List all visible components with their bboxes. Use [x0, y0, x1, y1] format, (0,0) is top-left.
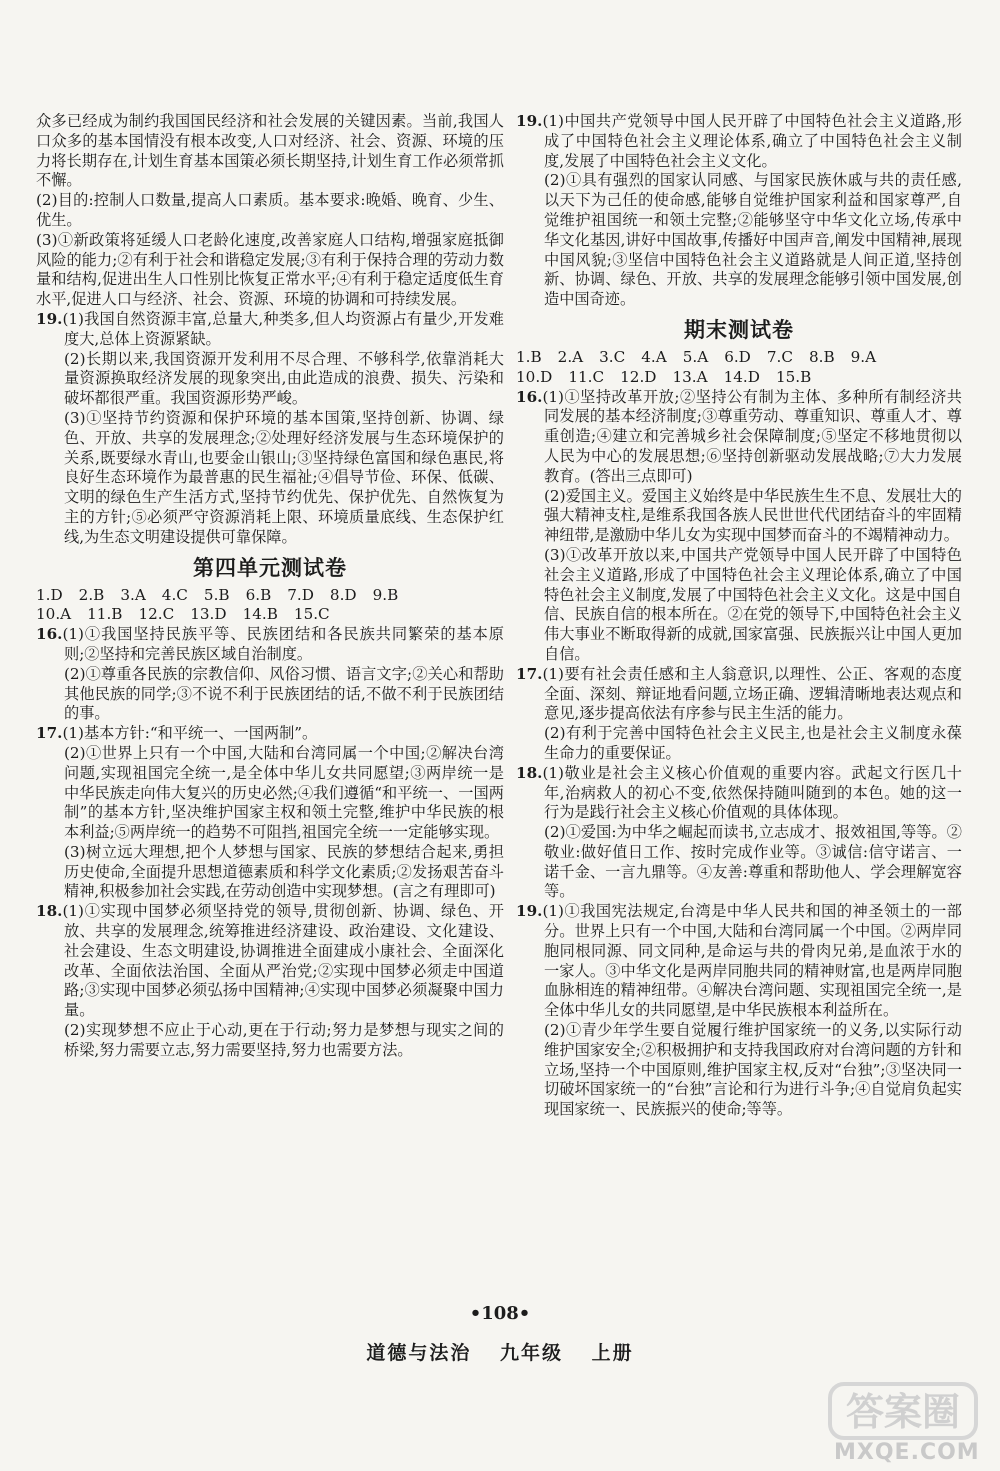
choice-answer: 15.B	[775, 367, 812, 386]
choice-answer: 11.B	[87, 605, 123, 624]
grade-label: 九年级	[499, 1342, 563, 1364]
choice-answer: 5.A	[682, 347, 709, 366]
choice-answer: 9.A	[850, 347, 877, 366]
section-title: 第四单元测试卷	[193, 554, 347, 580]
answer-text: (1)要有社会责任感和主人翁意识,以理性、公正、客观的态度全面、深刻、辩证地看问题,立场正确、逻辑清晰地表达观点和意见,逐步提高依法有序参与民主生活的能力。	[542, 664, 962, 723]
answer-text: (1)基本方针:“和平统一、一国两制”。	[62, 724, 318, 743]
question-19	[36, 310, 504, 350]
paragraph: (3)树立远大理想,把个人梦想与国家、民族的梦想结合起来,勇担历史使命,全面提升思想道德素质和科学文化素质;②发扬艰苦奋斗精神,积极参加社会实践,在劳动创造中实现梦想。(言之有理即可)	[64, 842, 504, 901]
watermark-logo	[828, 1380, 978, 1442]
subject-label: 道德与法治	[366, 1342, 472, 1364]
choice-answer: 13.A	[672, 367, 708, 386]
choice-answer: 4.C	[161, 585, 188, 604]
left-column	[36, 112, 504, 1061]
question-number: 17.	[516, 664, 543, 683]
choice-answer: 11.C	[568, 367, 605, 386]
choice-answer: 1.B	[516, 347, 542, 366]
choice-answer: 6.D	[724, 347, 751, 366]
paragraph: (2)目的:控制人口数量,提高人口素质。基本要求:晚婚、晚育、少生、优生。	[36, 191, 504, 229]
choice-answer: 4.A	[641, 347, 667, 366]
choice-answer: 10.D	[516, 367, 553, 386]
question-16	[36, 625, 504, 665]
paragraph: (3)①坚持节约资源和保护环境的基本国策,坚持创新、协调、绿色、开放、共享的发展理念;②处理好经济发展与生态环境保护的关系,既要绿水青山,也要金山银山;③坚持绿色富国和绿色惠民,将良好生态环境作为最普惠的民生福祉;④倡导节俭、环保、低碳、文明的绿色生产生活方式,坚持节约优先、保护优先、自然恢复为主的方针;⑤必须严守资源消耗上限、环境质量底线、生态保护红线,为生态文明建设提供可靠保障。	[64, 408, 504, 546]
paragraph: (2)长期以来,我国资源开发利用不尽合理、不够科学,依靠消耗大量资源换取经济发展的现象突出,由此造成的浪费、损失、污染和破坏都很严重。我国资源形势严峻。	[64, 349, 504, 408]
choice-answer: 5.B	[203, 585, 230, 604]
question-number: 17.	[36, 724, 63, 743]
paragraph: (2)①具有强烈的国家认同感、与国家民族休戚与共的责任感,以天下为己任的使命感,能够自觉维护国家利益和国家尊严,自觉维护祖国统一和领土完整;②能够坚守中华文化立场,传承中华文化基因,讲好中国故事,传播好中国声音,阐发中国精神,展现中国风貌;③坚信中国特色社会主义道路就是人间正道,坚持创新、协调、绿色、开放、共享的发展理念能够引领中国发展,创造中国奇迹。	[544, 171, 962, 309]
choice-answer: 2.A	[557, 347, 584, 366]
choice-answer: 14.B	[242, 605, 278, 624]
choice-answer: 1.D	[36, 585, 63, 604]
section-title: 期末测试卷	[684, 316, 794, 342]
choice-answer: 15.C	[293, 605, 330, 624]
choice-answer: 13.D	[190, 605, 227, 624]
paragraph: (2)①爱国:为中华之崛起而读书,立志成才、报效祖国,等等。②敬业:做好值日工作、按时完成作业等。③诚信:信守诺言、一诺千金、一言九鼎等。④友善:尊重和帮助他人、学会理解宽容等。	[544, 823, 962, 901]
watermark-logo-text: 答案圈	[845, 1390, 961, 1434]
question-16	[516, 388, 962, 487]
paragraph: (3)①新政策将延缓人口老龄化速度,改善家庭人口结构,增强家庭抵御风险的能力;②有利于社会和谐稳定发展;③有利于保持合理的劳动力数量和结构,促进出生人口性别比恢复正常水平;④有利于稳定适度低生育水平,促进人口与经济、社会、资源、环境的协调和可持续发展。	[36, 230, 504, 309]
question-19	[516, 902, 962, 1021]
question-19	[516, 112, 962, 171]
volume-label: 上册	[591, 1342, 634, 1364]
paragraph: 众多已经成为制约我国国民经济和社会发展的关键因素。当前,我国人口众多的基本国情没有根本改变,人口对经济、社会、资源、环境的压力将长期存在,计划生育基本国策必须长期坚持,计划生育工作必须常抓不懈。	[36, 112, 504, 190]
choice-answers-row	[516, 348, 962, 368]
question-number: 16.	[516, 387, 543, 406]
choice-answers-row	[36, 586, 504, 606]
paragraph: (2)①世界上只有一个中国,大陆和台湾同属一个中国;②解决台湾问题,实现祖国完全统一,是全体中华儿女共同愿望;③两岸统一是中华民族走向伟大复兴的历史必然;④我们遵循“和平统一、一国两制”的基本方针,坚决维护国家主权和领土完整,维护中华民族的根本利益;⑤两岸统一的趋势不可阻挡,祖国完全统一一定能够实现。	[64, 743, 504, 842]
watermark-url: MXQE.COM	[834, 1440, 980, 1465]
question-18	[36, 902, 504, 1021]
answer-text: (1)敬业是社会主义核心价值观的重要内容。武起文行医几十年,治病救人的初心不变,依然保持随叫随到的本色。她的这一行为是践行社会主义核心价值观的具体体现。	[542, 763, 962, 822]
choice-answer: 7.D	[287, 585, 314, 604]
page-number: •108•	[469, 1303, 531, 1324]
question-number: 19.	[516, 112, 543, 130]
choice-answer: 12.D	[620, 367, 657, 386]
choice-answer: 10.A	[36, 605, 72, 624]
choice-answers-row	[36, 605, 504, 625]
answer-text: (1)中国共产党领导中国人民开辟了中国特色社会主义道路,形成了中国特色社会主义理论体系,确立了中国特色社会主义制度,发展了中国特色社会主义文化。	[542, 112, 962, 170]
paragraph: (2)①尊重各民族的宗教信仰、风俗习惯、语言文字;②关心和帮助其他民族的同学;③不说不利于民族团结的话,不做不利于民族团结的事。	[64, 664, 504, 723]
choice-answer: 6.B	[245, 585, 272, 604]
question-18	[516, 764, 962, 823]
choice-answers-row	[516, 368, 962, 388]
right-column	[516, 112, 962, 1120]
paragraph: (2)有利于完善中国特色社会主义民主,也是社会主义制度永葆生命力的重要保证。	[544, 724, 962, 762]
answer-text: (1)我国自然资源丰富,总量大,种类多,但人均资源占有量少,开发难度大,总体上资源紧缺。	[62, 309, 504, 348]
paragraph: (2)实现梦想不应止于心动,更在于行动;努力是梦想与现实之间的桥梁,努力需要立志,努力需要坚持,努力也需要方法。	[64, 1021, 504, 1059]
question-17	[36, 724, 504, 744]
paragraph: (2)①青少年学生要自觉履行维护国家统一的义务,以实际行动维护国家安全;②积极拥护和支持我国政府对台湾问题的方针和立场,坚持一个中国原则,维护国家主权,反对“台独”;③坚决同一切破坏国家统一的“台独”言论和行为进行斗争;④自觉肩负起实现国家统一、民族振兴的使命;等等。	[544, 1021, 962, 1119]
choice-answer: 9.B	[372, 585, 399, 604]
answer-text: (1)①坚持改革开放;②坚持公有制为主体、多种所有制经济共同发展的基本经济制度;③尊重劳动、尊重知识、尊重人才、尊重创造;④建立和完善城乡社会保障制度;⑤坚定不移地贯彻以人民为中心的发展思想;⑥坚持创新驱动发展战略;⑦大力发展教育。(答出三点即可)	[542, 387, 962, 485]
question-number: 19.	[36, 309, 63, 328]
question-number: 18.	[36, 902, 63, 921]
choice-answer: 8.B	[808, 347, 835, 366]
question-number: 18.	[516, 763, 543, 782]
answer-text: (1)①我国宪法规定,台湾是中华人民共和国的神圣领土的一部分。世界上只有一个中国,大陆和台湾同属一个中国。②两岸同胞同根同源、同文同种,是命运与共的骨肉兄弟,是血浓于水的一家人。③中华文化是两岸同胞共同的精神财富,也是两岸同胞血脉相连的精神纽带。④解决台湾问题、实现祖国完全统一,是全体中华儿女的共同愿望,是中华民族根本利益所在。	[542, 902, 962, 1020]
paragraph: (3)①改革开放以来,中国共产党领导中国人民开辟了中国特色社会主义道路,形成了中国特色社会主义理论体系,确立了中国特色社会主义制度,发展了中国特色社会主义文化。这是中国自信、民族自信的根本所在。②在党的领导下,中国特色社会主义伟大事业不断取得新的成就,国家富强、民族振兴让中国人更加自信。	[544, 545, 962, 663]
choice-answer: 8.D	[329, 585, 357, 604]
answer-text: (1)①我国坚持民族平等、民族团结和各民族共同繁荣的基本原则;②坚持和完善民族区域自治制度。	[62, 625, 504, 663]
choice-answer: 3.A	[120, 585, 146, 604]
question-number: 16.	[36, 625, 63, 644]
choice-answer: 7.C	[766, 347, 793, 366]
choice-answer: 12.C	[138, 605, 175, 624]
choice-answer: 3.C	[599, 347, 626, 366]
question-number: 19.	[516, 902, 543, 921]
book-title	[0, 1338, 1000, 1365]
choice-answer: 14.D	[723, 367, 760, 386]
choice-answer: 2.B	[78, 585, 105, 604]
answer-text: (1)①实现中国梦必须坚持党的领导,贯彻创新、协调、绿色、开放、共享的发展理念,统筹推进经济建设、政治建设、文化建设、社会建设、生态文明建设,协调推进全面建成小康社会、全面深化改革、全面依法治国、全面从严治党;②实现中国梦必须走中国道路;③实现中国梦必须弘扬中国精神;④实现中国梦必须凝聚中国力量。	[62, 902, 504, 1020]
question-17	[516, 665, 962, 724]
paragraph: (2)爱国主义。爱国主义始终是中华民族生生不息、发展壮大的强大精神支柱,是维系我国各族人民世世代代团结奋斗的牢固精神纽带,是激励中华儿女为实现中国梦而奋斗的不竭精神动力。	[544, 486, 962, 545]
